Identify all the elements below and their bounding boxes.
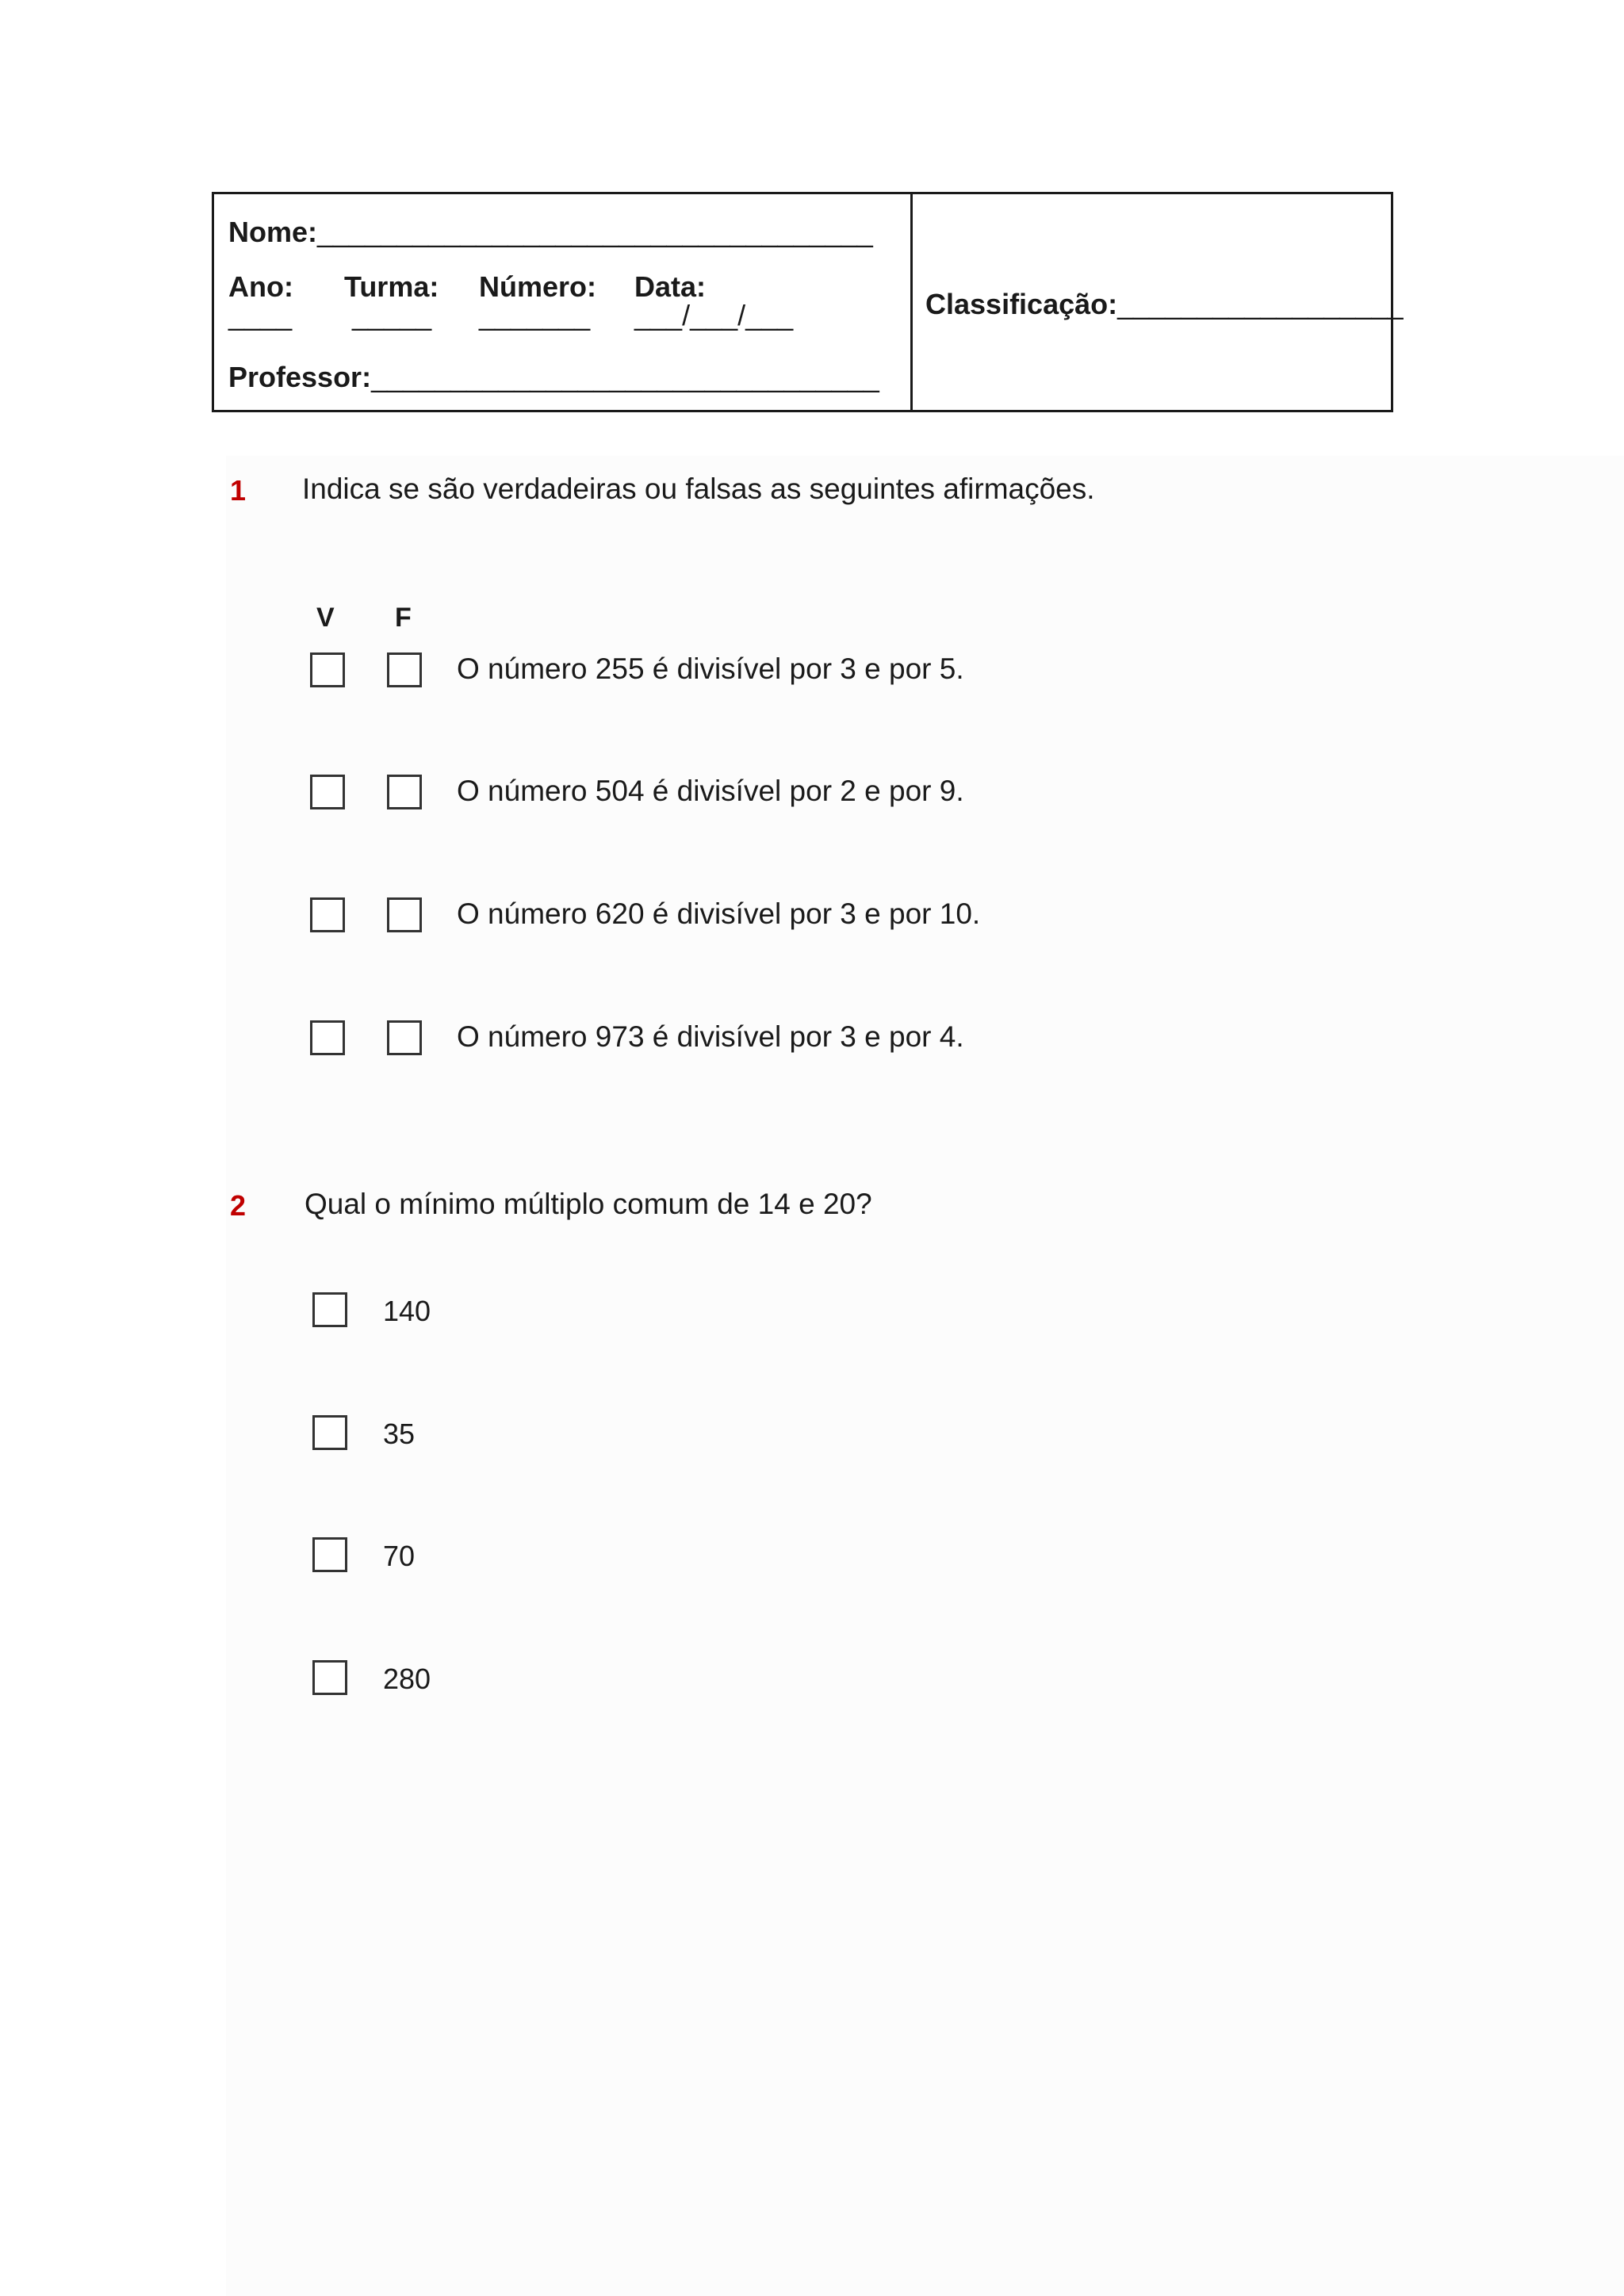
true-checkbox-2[interactable] xyxy=(310,775,345,809)
false-checkbox-4[interactable] xyxy=(387,1020,422,1055)
question-1-number: 1 xyxy=(230,474,247,507)
false-checkbox-3[interactable] xyxy=(387,897,422,932)
numero-label: Número: xyxy=(479,270,597,303)
question-1-prompt: Indica se são verdadeiras ou falsas as seguintes afirmações. xyxy=(302,473,1095,505)
nome-field[interactable] xyxy=(228,218,873,247)
option-label-2: 35 xyxy=(383,1418,416,1450)
option-label-1: 140 xyxy=(383,1295,431,1327)
option-checkbox-2[interactable] xyxy=(312,1415,347,1450)
classificacao-field[interactable] xyxy=(925,290,1404,319)
turma-label: Turma: xyxy=(344,270,439,303)
true-checkbox-1[interactable] xyxy=(310,652,345,687)
ano-line[interactable]: ____ xyxy=(228,299,293,331)
student-info-box xyxy=(212,192,1404,412)
data-line[interactable]: ___/___/___ xyxy=(634,299,794,331)
statement-text-4: O número 973 é divisível por 3 e por 4. xyxy=(457,1020,964,1053)
option-checkbox-1[interactable] xyxy=(312,1292,347,1327)
classificacao-label: Classificação: xyxy=(925,288,1118,320)
statement-text-3: O número 620 é divisível por 3 e por 10. xyxy=(457,897,981,930)
header-divider xyxy=(910,194,913,410)
false-checkbox-2[interactable] xyxy=(387,775,422,809)
option-label-3: 70 xyxy=(383,1540,416,1572)
page-background xyxy=(226,456,1624,2296)
true-checkbox-4[interactable] xyxy=(310,1020,345,1055)
statement-text-2: O número 504 é divisível por 2 e por 9. xyxy=(457,775,964,807)
true-checkbox-3[interactable] xyxy=(310,897,345,932)
false-checkbox-1[interactable] xyxy=(387,652,422,687)
professor-field[interactable] xyxy=(228,363,879,392)
professor-line: ________________________________ xyxy=(371,361,879,393)
nome-label: Nome: xyxy=(228,216,318,248)
turma-line[interactable]: _____ xyxy=(352,299,432,331)
nome-line: ___________________________________ xyxy=(317,216,873,248)
professor-label: Professor: xyxy=(228,361,372,393)
numero-line[interactable]: _______ xyxy=(479,299,591,331)
statement-text-1: O número 255 é divisível por 3 e por 5. xyxy=(457,652,964,685)
false-column-label: F xyxy=(395,603,412,633)
question-2-number: 2 xyxy=(230,1189,247,1222)
ano-label: Ano: xyxy=(228,270,293,303)
classificacao-line: __________________ xyxy=(1117,288,1404,320)
option-checkbox-3[interactable] xyxy=(312,1537,347,1572)
option-checkbox-4[interactable] xyxy=(312,1660,347,1695)
question-2-prompt: Qual o mínimo múltiplo comum de 14 e 20? xyxy=(304,1188,872,1220)
option-label-4: 280 xyxy=(383,1663,431,1695)
true-column-label: V xyxy=(316,603,335,633)
data-label: Data: xyxy=(634,270,707,303)
